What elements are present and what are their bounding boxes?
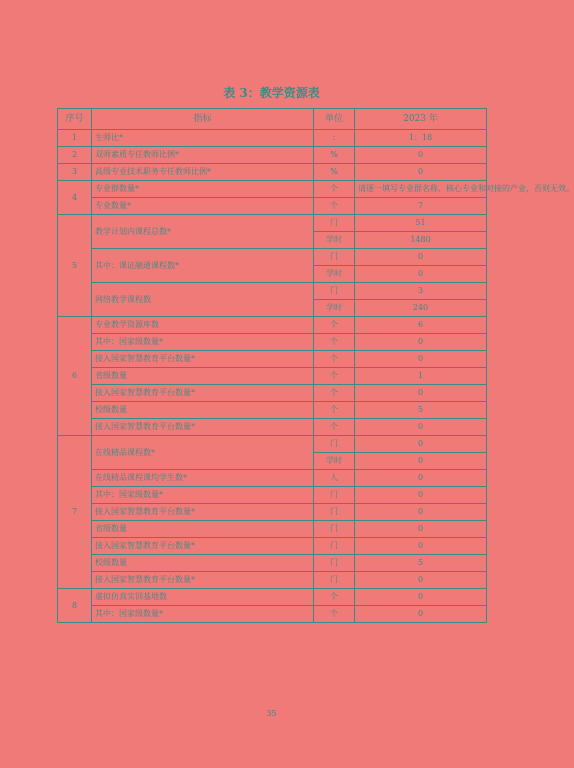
unit-cell: 门 — [314, 521, 355, 538]
table-row — [58, 385, 487, 402]
value-cell: 0 — [355, 385, 487, 402]
value-cell: 0 — [355, 538, 487, 555]
table-row — [58, 606, 487, 623]
unit-cell: 个 — [314, 606, 355, 623]
unit-cell: : — [314, 130, 355, 147]
unit-cell: 学时 — [314, 266, 355, 283]
seq-cell: 7 — [58, 436, 92, 589]
indicator-cell: 专业数量* — [92, 198, 314, 215]
value-cell: 0 — [355, 589, 487, 606]
unit-cell: 门 — [314, 555, 355, 572]
unit-cell: 门 — [314, 504, 355, 521]
indicator-cell: 接入国家智慧教育平台数量* — [92, 572, 314, 589]
value-cell: 0 — [355, 606, 487, 623]
unit-cell: 个 — [314, 385, 355, 402]
indicator-cell: 校级数量 — [92, 555, 314, 572]
table-row — [58, 419, 487, 436]
teaching-resources-table — [57, 108, 574, 623]
value-cell: 0 — [355, 487, 487, 504]
header-unit: 单位 — [314, 109, 355, 130]
table-row — [58, 521, 487, 538]
value-cell: 0 — [355, 334, 487, 351]
table-row — [58, 504, 487, 521]
table-row — [58, 334, 487, 351]
seq-cell: 1 — [58, 130, 92, 147]
indicator-cell: 接入国家智慧教育平台数量* — [92, 385, 314, 402]
unit-cell: 门 — [314, 487, 355, 504]
table-row — [58, 555, 487, 572]
header-row — [58, 109, 487, 130]
table-row — [58, 164, 487, 181]
unit-cell: 门 — [314, 215, 355, 232]
value-cell: 240 — [355, 300, 487, 317]
unit-cell: 门 — [314, 249, 355, 266]
value-cell: 0 — [355, 504, 487, 521]
seq-cell: 8 — [58, 589, 92, 623]
indicator-cell: 双师素质专任教师比例* — [92, 147, 314, 164]
unit-cell: 个 — [314, 589, 355, 606]
value-cell: 5 — [355, 402, 487, 419]
seq-cell: 5 — [58, 215, 92, 317]
value-cell: 1：18 — [355, 130, 487, 147]
table-row — [58, 215, 487, 232]
indicator-cell: 接入国家智慧教育平台数量* — [92, 538, 314, 555]
indicator-cell: 接入国家智慧教育平台数量* — [92, 351, 314, 368]
unit-cell: 门 — [314, 538, 355, 555]
unit-cell: 个 — [314, 368, 355, 385]
seq-cell: 6 — [58, 317, 92, 436]
unit-cell: 个 — [314, 198, 355, 215]
indicator-cell: 生师比* — [92, 130, 314, 147]
value-cell: 0 — [355, 436, 487, 453]
value-cell: 6 — [355, 317, 487, 334]
indicator-cell: 虚拟仿真实训基地数 — [92, 589, 314, 606]
table-row — [58, 436, 487, 453]
table-row — [58, 249, 487, 266]
unit-cell: 人 — [314, 470, 355, 487]
indicator-cell: 其中：国家级数量* — [92, 606, 314, 623]
indicator-cell: 教学计划内课程总数* — [92, 215, 314, 249]
value-note-cell: 请逐一填写专业群名称、核心专业和对接的产业，否则无效。 — [355, 181, 487, 198]
indicator-cell: 网络教学课程数 — [92, 283, 314, 317]
table-row — [58, 283, 487, 300]
header-year: 2023 年 — [355, 109, 487, 130]
indicator-cell: 高级专业技术职务专任教师比例* — [92, 164, 314, 181]
unit-cell: 学时 — [314, 300, 355, 317]
value-cell: 0 — [355, 572, 487, 589]
indicator-cell: 省级数量 — [92, 521, 314, 538]
value-cell: 0 — [355, 351, 487, 368]
table-row — [58, 470, 487, 487]
indicator-cell: 专业群数量* — [92, 181, 314, 198]
indicator-cell: 专业教学资源库数 — [92, 317, 314, 334]
indicator-cell: 接入国家智慧教育平台数量* — [92, 504, 314, 521]
table-row — [58, 351, 487, 368]
indicator-cell: 接入国家智慧教育平台数量* — [92, 419, 314, 436]
table-row — [58, 368, 487, 385]
value-cell: 1 — [355, 368, 487, 385]
unit-cell: 学时 — [314, 232, 355, 249]
table-row — [58, 589, 487, 606]
table-row — [58, 198, 487, 215]
unit-cell: 个 — [314, 351, 355, 368]
table-row — [58, 181, 487, 198]
indicator-cell: 其中：国家级数量* — [92, 487, 314, 504]
header-indicator: 指标 — [92, 109, 314, 130]
header-seq: 序号 — [58, 109, 92, 130]
unit-cell: 学时 — [314, 453, 355, 470]
value-cell: 0 — [355, 419, 487, 436]
value-cell: 7 — [355, 198, 487, 215]
value-cell: 1480 — [355, 232, 487, 249]
table-row — [58, 317, 487, 334]
seq-cell: 4 — [58, 181, 92, 215]
table-row — [58, 402, 487, 419]
value-cell: 0 — [355, 164, 487, 181]
indicator-cell: 在线精品课程数* — [92, 436, 314, 470]
value-cell: 0 — [355, 249, 487, 266]
indicator-cell: 其中：课证融通课程数* — [92, 249, 314, 283]
value-cell: 0 — [355, 453, 487, 470]
seq-cell: 2 — [58, 147, 92, 164]
table-row — [58, 147, 487, 164]
value-cell: 3 — [355, 283, 487, 300]
unit-cell: 门 — [314, 572, 355, 589]
unit-cell: 门 — [314, 436, 355, 453]
unit-cell: 门 — [314, 283, 355, 300]
unit-cell: % — [314, 147, 355, 164]
page-number: 35 — [266, 709, 277, 718]
indicator-cell: 在线精品课程课均学生数* — [92, 470, 314, 487]
seq-cell: 3 — [58, 164, 92, 181]
indicator-cell: 校级数量 — [92, 402, 314, 419]
unit-cell: 个 — [314, 334, 355, 351]
indicator-cell: 省级数量 — [92, 368, 314, 385]
table-row — [58, 130, 487, 147]
value-cell: 0 — [355, 147, 487, 164]
table-title: 表 3：教学资源表 — [223, 86, 320, 100]
table-row — [58, 487, 487, 504]
table-row — [58, 538, 487, 555]
value-cell: 0 — [355, 470, 487, 487]
unit-cell: 个 — [314, 181, 355, 198]
unit-cell: 个 — [314, 419, 355, 436]
value-cell: 51 — [355, 215, 487, 232]
value-cell: 5 — [355, 555, 487, 572]
indicator-cell: 其中：国家级数量* — [92, 334, 314, 351]
unit-cell: 个 — [314, 317, 355, 334]
value-cell: 0 — [355, 521, 487, 538]
unit-cell: % — [314, 164, 355, 181]
unit-cell: 个 — [314, 402, 355, 419]
value-cell: 0 — [355, 266, 487, 283]
table-row — [58, 572, 487, 589]
